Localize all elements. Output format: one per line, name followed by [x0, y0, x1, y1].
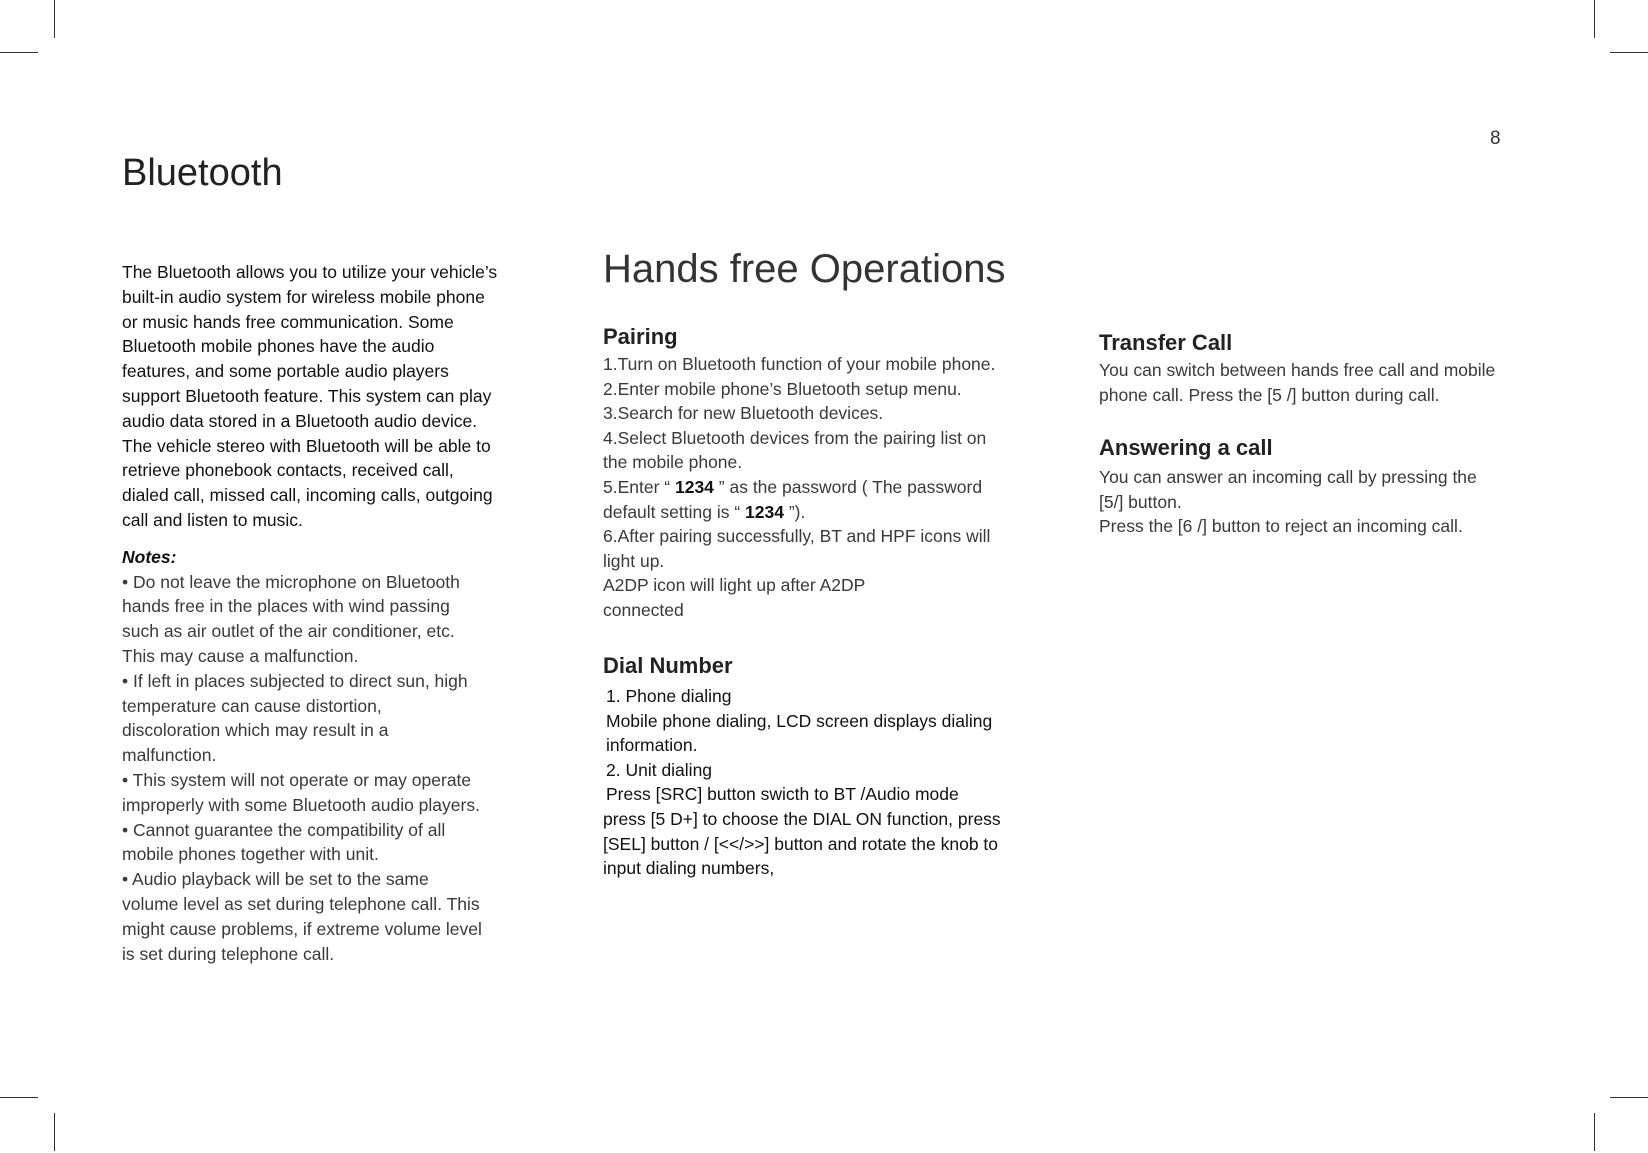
- note-line: is set during telephone call.: [122, 943, 335, 964]
- intro-line: support Bluetooth feature. This system can play: [122, 385, 492, 406]
- crop-mark: [1610, 1097, 1648, 1098]
- page-number: 8: [1490, 128, 1501, 149]
- dial-number-heading: Dial Number: [603, 653, 733, 678]
- pairing-steps: [603, 352, 1063, 623]
- answering-line: Press the [6 /] button to reject an incoming call.: [1099, 516, 1463, 537]
- page-title: Bluetooth: [122, 152, 283, 194]
- note-line: • Cannot guarantee the compatibility of all: [122, 819, 446, 840]
- intro-line: audio data stored in a Bluetooth audio device.: [122, 410, 478, 431]
- dial-line: information.: [606, 735, 698, 756]
- text: ” as the password ( The password: [713, 476, 983, 497]
- answering-line: You can answer an incoming call by pressing the: [1099, 467, 1477, 487]
- password: 1234: [674, 476, 714, 497]
- dial-line: Press [SRC] button swicth to BT /Audio mode: [606, 784, 959, 805]
- dial-line: Mobile phone dialing, LCD screen displays dialing: [606, 710, 993, 731]
- pairing-line: 1.Turn on Bluetooth function of your mobile phone.: [603, 354, 996, 374]
- transfer-line: phone call. Press the [5 /] button during call.: [1099, 384, 1440, 405]
- notes-label: Notes:: [122, 546, 177, 567]
- intro-line: or music hands free communication. Some: [122, 311, 454, 332]
- dial-line: press [5 D+] to choose the DIAL ON function, press: [603, 808, 1001, 829]
- note-line: discoloration which may result in a: [122, 720, 389, 741]
- dial-line: [SEL] button / [<</>>] button and rotate the knob to: [603, 833, 999, 854]
- crop-mark: [54, 1113, 55, 1151]
- answering-call-text: [1099, 465, 1569, 539]
- crop-mark: [0, 1097, 38, 1098]
- notes-list: [122, 570, 542, 967]
- pairing-heading: Pairing: [603, 324, 678, 349]
- transfer-line: You can switch between hands free call and mobile: [1099, 360, 1496, 380]
- crop-mark: [1594, 1113, 1595, 1151]
- note-line: • Audio playback will be set to the same: [122, 869, 429, 890]
- transfer-call-text: [1099, 358, 1569, 407]
- note-line: improperly with some Bluetooth audio players.: [122, 794, 480, 815]
- pairing-line: 4.Select Bluetooth devices from the pairing list on: [603, 427, 987, 448]
- pairing-line: 2.Enter mobile phone’s Bluetooth setup menu.: [603, 378, 962, 399]
- note-line: volume level as set during telephone call. This: [122, 893, 480, 914]
- pairing-line: [603, 475, 1063, 500]
- text: default setting is “: [603, 501, 746, 522]
- intro-line: The vehicle stereo with Bluetooth will be able to: [122, 435, 491, 456]
- note-line: • Do not leave the microphone on Bluetooth: [122, 571, 460, 592]
- note-line: • This system will not operate or may operate: [122, 769, 472, 790]
- intro-line: dialed call, missed call, incoming calls, outgoing: [122, 485, 493, 506]
- intro-line: The Bluetooth allows you to utilize your vehicle’s: [122, 262, 498, 282]
- pairing-line: 3.Search for new Bluetooth devices.: [603, 403, 884, 424]
- note-line: temperature can cause distortion,: [122, 695, 382, 716]
- answering-call-heading: Answering a call: [1099, 435, 1273, 460]
- intro-line: Bluetooth mobile phones have the audio: [122, 336, 435, 357]
- intro-section: [122, 260, 542, 966]
- note-line: such as air outlet of the air conditioner, etc.: [122, 621, 455, 642]
- note-line: hands free in the places with wind passing: [122, 596, 450, 617]
- note-line: might cause problems, if extreme volume level: [122, 918, 482, 939]
- dial-number-steps: [603, 684, 1073, 881]
- dial-line: 2. Unit dialing: [606, 759, 713, 780]
- note-line: • If left in places subjected to direct sun, high: [122, 670, 468, 691]
- text: ”).: [783, 501, 806, 522]
- password: 1234: [745, 501, 784, 522]
- dial-line: input dialing numbers,: [603, 858, 775, 879]
- answering-line: [5/] button.: [1099, 491, 1182, 512]
- text: 5.Enter “: [603, 476, 675, 497]
- intro-paragraph: [122, 260, 542, 533]
- pairing-line: A2DP icon will light up after A2DP: [603, 575, 866, 596]
- pairing-line: 6.After pairing successfully, BT and HPF icons will: [603, 526, 991, 547]
- note-line: This may cause a malfunction.: [122, 645, 359, 666]
- intro-line: built-in audio system for wireless mobile phone: [122, 286, 485, 307]
- intro-line: call and listen to music.: [122, 509, 303, 530]
- hands-free-title: Hands free Operations: [603, 247, 1006, 291]
- note-line: malfunction.: [122, 745, 217, 766]
- intro-line: features, and some portable audio players: [122, 361, 449, 382]
- pairing-line: connected: [603, 599, 684, 620]
- crop-mark: [0, 52, 38, 53]
- crop-mark: [54, 0, 55, 38]
- pairing-line: the mobile phone.: [603, 452, 743, 473]
- crop-mark: [1594, 0, 1595, 38]
- intro-line: retrieve phonebook contacts, received call,: [122, 460, 454, 481]
- note-line: mobile phones together with unit.: [122, 844, 379, 865]
- dial-line: 1. Phone dialing: [606, 686, 732, 706]
- pairing-line: light up.: [603, 550, 665, 571]
- pairing-line: [603, 500, 1063, 525]
- transfer-call-heading: Transfer Call: [1099, 330, 1233, 355]
- crop-mark: [1610, 52, 1648, 53]
